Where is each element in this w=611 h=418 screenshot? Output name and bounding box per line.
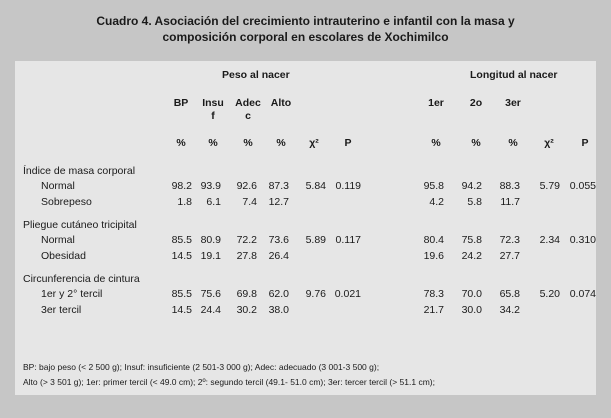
table-cell: 95.8: [423, 180, 444, 192]
table-cell: 30.0: [461, 304, 482, 316]
table-cell: 34.2: [499, 304, 520, 316]
table-cell: 19.6: [423, 250, 444, 262]
unit-label: %: [243, 137, 253, 149]
unit-label: %: [508, 137, 518, 149]
unit-label: %: [176, 137, 186, 149]
table-cell: 80.9: [200, 234, 221, 246]
table-cell: 24.4: [200, 304, 221, 316]
column-header: 3er: [505, 97, 521, 109]
table-cell: 72.3: [499, 234, 520, 246]
row-label: Sobrepeso: [41, 196, 92, 208]
table-cell: 5.8: [467, 196, 482, 208]
table-cell: 27.8: [236, 250, 257, 262]
group-header-longitud: Longitud al nacer: [470, 69, 558, 81]
row-label: 1er y 2° tercil: [41, 288, 103, 300]
row-label: Obesidad: [41, 250, 86, 262]
table-cell: 92.6: [236, 180, 257, 192]
row-label: Normal: [41, 234, 75, 246]
unit-label: %: [431, 137, 441, 149]
table-cell: 0.310: [569, 234, 596, 246]
table-cell: 73.6: [268, 234, 289, 246]
table-cell: 65.8: [499, 288, 520, 300]
title-line-2: composición corporal en escolares de Xochimilco: [162, 30, 449, 44]
table-cell: 72.2: [236, 234, 257, 246]
table-cell: 38.0: [268, 304, 289, 316]
table-cell: 24.2: [461, 250, 482, 262]
table-cell: 26.4: [268, 250, 289, 262]
table-cell: 12.7: [268, 196, 289, 208]
title-line-1: Cuadro 4. Asociación del crecimiento intrauterino e infantil con la masa y: [96, 14, 515, 28]
table-cell: 70.0: [461, 288, 482, 300]
unit-label: %: [471, 137, 481, 149]
table-cell: 88.3: [499, 180, 520, 192]
column-header-cont: c: [245, 110, 251, 122]
unit-label: χ²: [309, 137, 319, 149]
table-cell: 5.79: [539, 180, 560, 192]
row-label: Normal: [41, 180, 75, 192]
row-label: 3er tercil: [41, 304, 82, 316]
table-cell: 0.055: [569, 180, 596, 192]
table-title: [0, 13, 611, 45]
table-cell: 27.7: [499, 250, 520, 262]
table-cell: 75.6: [200, 288, 221, 300]
table-cell: 69.8: [236, 288, 257, 300]
unit-label: %: [276, 137, 286, 149]
table-cell: 0.021: [334, 288, 361, 300]
table-cell: 5.84: [305, 180, 326, 192]
table-cell: 19.1: [200, 250, 221, 262]
table-cell: 80.4: [423, 234, 444, 246]
table-cell: 11.7: [500, 196, 520, 208]
table-cell: 0.074: [569, 288, 596, 300]
column-header: Adec: [235, 97, 261, 109]
table-cell: 62.0: [268, 288, 289, 300]
table-cell: 75.8: [461, 234, 482, 246]
unit-label: P: [344, 137, 352, 149]
table-cell: 94.2: [461, 180, 482, 192]
table-cell: 14.5: [171, 250, 192, 262]
table-cell: 9.76: [305, 288, 326, 300]
footnotes: [23, 360, 435, 390]
table-cell: 2.34: [539, 234, 560, 246]
unit-label: χ²: [544, 137, 554, 149]
column-header: 1er: [428, 97, 444, 109]
table-cell: 4.2: [429, 196, 444, 208]
table-cell: 21.7: [423, 304, 444, 316]
table-cell: 78.3: [423, 288, 444, 300]
table-cell: 98.2: [171, 180, 192, 192]
table-cell: 87.3: [268, 180, 289, 192]
column-header: Insu: [202, 97, 224, 109]
table-cell: 0.117: [335, 234, 361, 246]
group-header-peso: Peso al nacer: [222, 69, 290, 81]
table-cell: 5.20: [539, 288, 560, 300]
table-cell: 6.1: [206, 196, 221, 208]
table-cell: 93.9: [200, 180, 221, 192]
unit-label: P: [581, 137, 589, 149]
section-label: Pliegue cutáneo tricipital: [23, 219, 137, 231]
footnote-line-1: BP: bajo peso (< 2 500 g); Insuf: insuficiente (2 501-3 000 g); Adec: adecuado (3 001-3 500 g);: [23, 362, 380, 372]
column-header: BP: [173, 97, 189, 109]
section-label: Índice de masa corporal: [23, 165, 136, 177]
column-header-cont: f: [211, 110, 215, 122]
unit-label: %: [208, 137, 218, 149]
table-cell: 1.8: [177, 196, 192, 208]
table-cell: 14.5: [171, 304, 192, 316]
table-panel: [15, 61, 596, 395]
column-header: Alto: [270, 97, 292, 109]
table-cell: 5.89: [305, 234, 326, 246]
section-label: Circunferencia de cintura: [23, 273, 140, 285]
table-cell: 7.4: [242, 196, 257, 208]
table-cell: 85.5: [171, 234, 192, 246]
footnote-line-2: Alto (> 3 501 g); 1er: primer tercil (< 49.0 cm); 2º: segundo tercil (49.1- 51.0 cm); 3er: tercer tercil (> 51.1 cm);: [23, 377, 435, 387]
column-header: 2o: [469, 97, 483, 109]
table-cell: 30.2: [236, 304, 257, 316]
table-cell: 85.5: [171, 288, 192, 300]
table-cell: 0.119: [335, 180, 361, 192]
